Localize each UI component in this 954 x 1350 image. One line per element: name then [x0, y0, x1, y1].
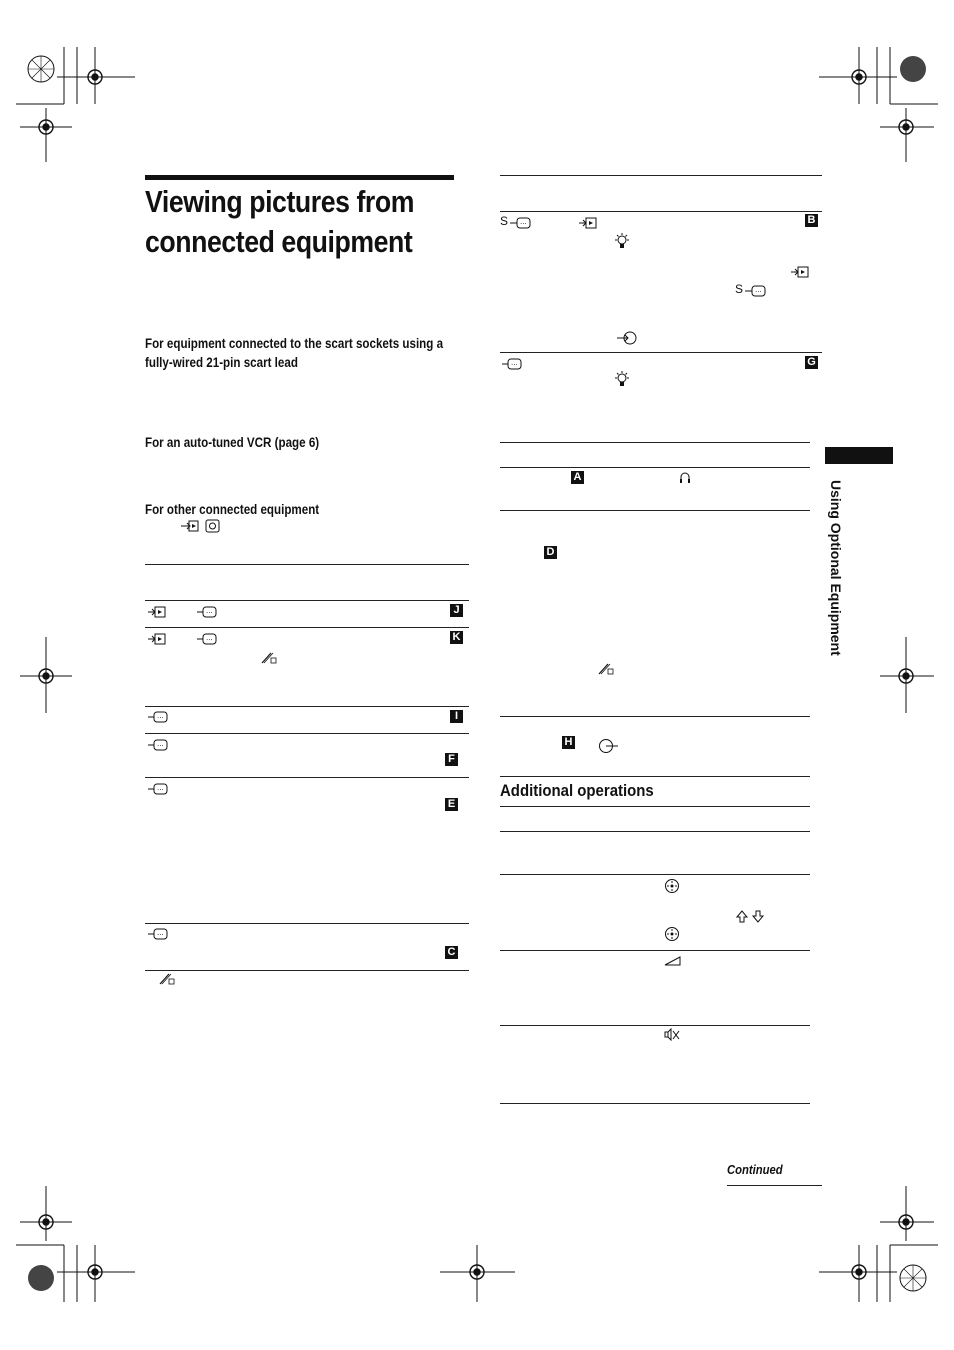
badge-C: C [445, 946, 458, 959]
badge-H: H [562, 736, 575, 749]
scart-icon [147, 710, 169, 724]
registration-mark-center [856, 1269, 862, 1275]
input-select-icon [616, 330, 640, 346]
side-tab-label: Using Optional Equipment [828, 480, 844, 656]
registration-mark-center [856, 74, 862, 80]
standby-icon [596, 737, 620, 755]
lightbulb-tip-icon [613, 370, 631, 388]
badge-J: J [450, 604, 463, 617]
pencil-note-icon [158, 972, 176, 986]
svg-text:···: ··· [157, 786, 164, 794]
scart-icon [205, 519, 221, 533]
additional-operations-heading: Additional operations [500, 781, 654, 800]
svg-text:···: ··· [157, 742, 164, 750]
av-input-icon [180, 519, 200, 533]
registration-mark-center [903, 673, 909, 679]
scart-icon [501, 357, 523, 371]
pencil-note-icon [260, 651, 278, 665]
page-title: Viewing pictures from connected equipment [145, 184, 414, 259]
continued-rule [727, 1185, 822, 1186]
registration-mark-center [903, 1219, 909, 1225]
up-down-arrows-icon [736, 910, 766, 924]
scart-icon [509, 216, 533, 230]
s-video-label: S [735, 282, 744, 296]
table-top-rule [145, 564, 469, 565]
badge-E: E [445, 798, 458, 811]
headphone-icon [678, 471, 692, 485]
vcr-section-heading: For an auto-tuned VCR (page 6) [145, 435, 320, 450]
ok-joystick-icon [664, 878, 680, 894]
badge-K: K [450, 631, 463, 644]
right-table-top-rule [500, 175, 822, 176]
svg-text:···: ··· [511, 361, 518, 369]
side-tab-marker [825, 447, 893, 464]
badge-I: I [450, 710, 463, 723]
continued-label: Continued [727, 1163, 783, 1177]
registration-mark-center [903, 124, 909, 130]
badge-G: G [805, 356, 818, 369]
scart-icon [147, 782, 169, 796]
mute-icon [664, 1028, 680, 1042]
svg-text:···: ··· [206, 636, 213, 644]
svg-text:···: ··· [755, 288, 762, 296]
svg-text:···: ··· [520, 220, 527, 228]
volume-icon [664, 955, 682, 967]
title-top-rule [145, 175, 454, 180]
svg-text:···: ··· [206, 609, 213, 617]
table-row-rule [145, 600, 469, 601]
lightbulb-tip-icon [613, 232, 631, 250]
scart-icon [196, 605, 218, 619]
registration-mark-center [43, 1219, 49, 1225]
registration-mark-center [92, 74, 98, 80]
av-input-icon [147, 605, 167, 619]
av-input-icon [790, 265, 810, 279]
pencil-note-icon [597, 662, 615, 676]
scart-icon [196, 632, 218, 646]
badge-A: A [571, 471, 584, 484]
registration-mark-center [43, 673, 49, 679]
scart-icon [744, 284, 768, 298]
badge-F: F [445, 753, 458, 766]
registration-mark-center [43, 124, 49, 130]
scart-icon [147, 738, 169, 752]
av-input-icon [578, 216, 598, 230]
registration-mark-center [474, 1269, 480, 1275]
scart-icon [147, 927, 169, 941]
badge-B: B [805, 214, 818, 227]
ok-joystick-icon [664, 926, 680, 942]
svg-text:···: ··· [157, 714, 164, 722]
other-equipment-heading: For other connected equipment [145, 502, 320, 517]
side-tab-label-wrap [826, 480, 846, 670]
scart-section-heading: For equipment connected to the scart sockets using a fully-wired 21-pin scart lead [145, 336, 444, 370]
badge-D: D [544, 546, 557, 559]
registration-mark-center [92, 1269, 98, 1275]
av-input-icon [147, 632, 167, 646]
svg-text:···: ··· [157, 931, 164, 939]
s-video-label: S [500, 214, 509, 228]
